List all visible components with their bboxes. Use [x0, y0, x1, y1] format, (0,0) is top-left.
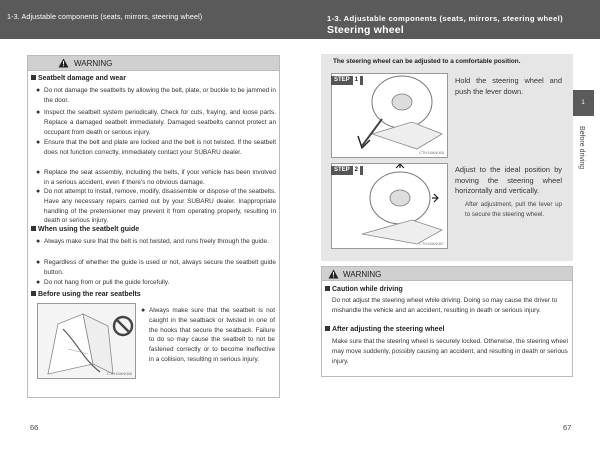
left-breadcrumb: 1-3. Adjustable components (seats, mirrors, steering wheel) [7, 12, 203, 21]
after-adjusting-text: Make sure that the steering wheel is securely locked. Otherwise, the steering wheel may move suddenly, possibly causing an accident, and resulting in death or serious injury. [332, 338, 568, 365]
bullet-item: ● Do not hang from or pull the guide forcefully. [36, 279, 170, 286]
bullet-item: ● Inspect the seatbelt system periodically. Check for cuts, fraying, and loose parts. Replace a damaged seatbelt immediately. Damaged seatbelts cannot protect an occupant from death or serious injury. [36, 109, 276, 136]
left-warning-header [28, 56, 279, 71]
left-page-header [0, 0, 300, 39]
step2-illustration [331, 163, 448, 249]
bullet-item: ● Ensure that the belt and plate are locked and the belt is not twisted. If the seatbelt does not function correctly, immediately contact your SUBARU dealer. [36, 139, 276, 156]
section-title-rear-seatbelts: Before using the rear seatbelts [31, 291, 141, 298]
intro-text: The steering wheel can be adjusted to a comfortable position. [333, 58, 521, 65]
right-page-header [300, 0, 600, 39]
bullet-icon: ● [36, 169, 41, 176]
section-title-seatbelt-damage: Seatbelt damage and wear [31, 75, 126, 82]
section-title-after-adjusting: After adjusting the steering wheel [325, 326, 444, 333]
right-warning-heading: WARNING [343, 270, 382, 279]
steering-adjust-drawing [332, 164, 448, 249]
seat-drawing [38, 304, 136, 379]
left-warning-heading: WARNING [74, 59, 113, 68]
image-code: CTH18AN065 [419, 150, 444, 155]
bullet-icon: ● [36, 259, 41, 266]
steering-lever-drawing [332, 74, 448, 158]
right-breadcrumb: 1-3. Adjustable components (seats, mirrors, steering wheel) [327, 14, 564, 23]
right-warning-header [322, 267, 572, 281]
bullet-icon: ● [36, 188, 41, 195]
step1-illustration [331, 73, 448, 158]
bullet-item: ● Always make sure that the belt is not twisted, and runs freely through the guide. [36, 238, 269, 245]
image-code: CTH18AN067 [419, 241, 444, 246]
warning-icon [328, 269, 339, 279]
page-title: Steering wheel [327, 24, 404, 36]
warning-icon [58, 58, 69, 68]
image-code: CTH18AN068 [107, 371, 132, 376]
bullet-icon: ● [141, 307, 146, 314]
section-title-seatbelt-guide: When using the seatbelt guide [31, 226, 139, 233]
left-page-number: 66 [30, 423, 39, 432]
right-page-number: 67 [563, 423, 572, 432]
bullet-item: ● Do not damage the seatbelts by allowing the belt, plate, or buckle to be jammed in the door. [36, 87, 276, 104]
step1-label: STEP 1 [331, 76, 363, 85]
chapter-tab[interactable]: 1 [572, 90, 594, 116]
bullet-icon: ● [36, 238, 41, 245]
chapter-label: Before driving [578, 126, 585, 170]
bullet-icon: ● [36, 109, 41, 116]
bullet-item: ● Always make sure that the seatbelt is not caught in the seatback or twisted in one of the hooks that secure the seatback. Failure to do so may cause the seatbelt to not be fastened correctly or to become ineffective in a collision, resulting in serious injury. [141, 307, 275, 363]
step2-note: After adjustment, pull the lever up to secure the steering wheel. [465, 201, 562, 218]
step1-text: Hold the steering wheel and push the lever down. [455, 76, 562, 96]
section-title-caution-driving: Caution while driving [325, 286, 403, 293]
step2-text: Adjust to the ideal position by moving the steering wheel horizontally and vertically. [455, 165, 562, 196]
bullet-icon: ● [36, 279, 41, 286]
bullet-icon: ● [36, 87, 41, 94]
caution-driving-text: Do not adjust the steering wheel while driving. Doing so may cause the driver to mishandle the vehicle and an accident, resulting in death or serious injury. [332, 297, 558, 314]
rear-seatbelt-illustration [37, 303, 136, 379]
bullet-item: ● Regardless of whether the guide is used or not, always secure the seatbelt guide button. [36, 259, 276, 276]
bullet-icon: ● [36, 139, 41, 146]
bullet-item: ● Replace the seat assembly, including the belts, if your vehicle has been involved in a serious accident, even if there's no obvious damage. [36, 169, 276, 186]
step2-label: STEP 2 [331, 166, 363, 175]
bullet-item: ● Do not attempt to install, remove, modify, disassemble or dispose of the seatbelts. Have any necessary repairs carried out by your SUBARU dealer. Inappropriate handling of the pretensioner may prevent it from operating properly, resulting in death or serious injury. [36, 188, 276, 225]
